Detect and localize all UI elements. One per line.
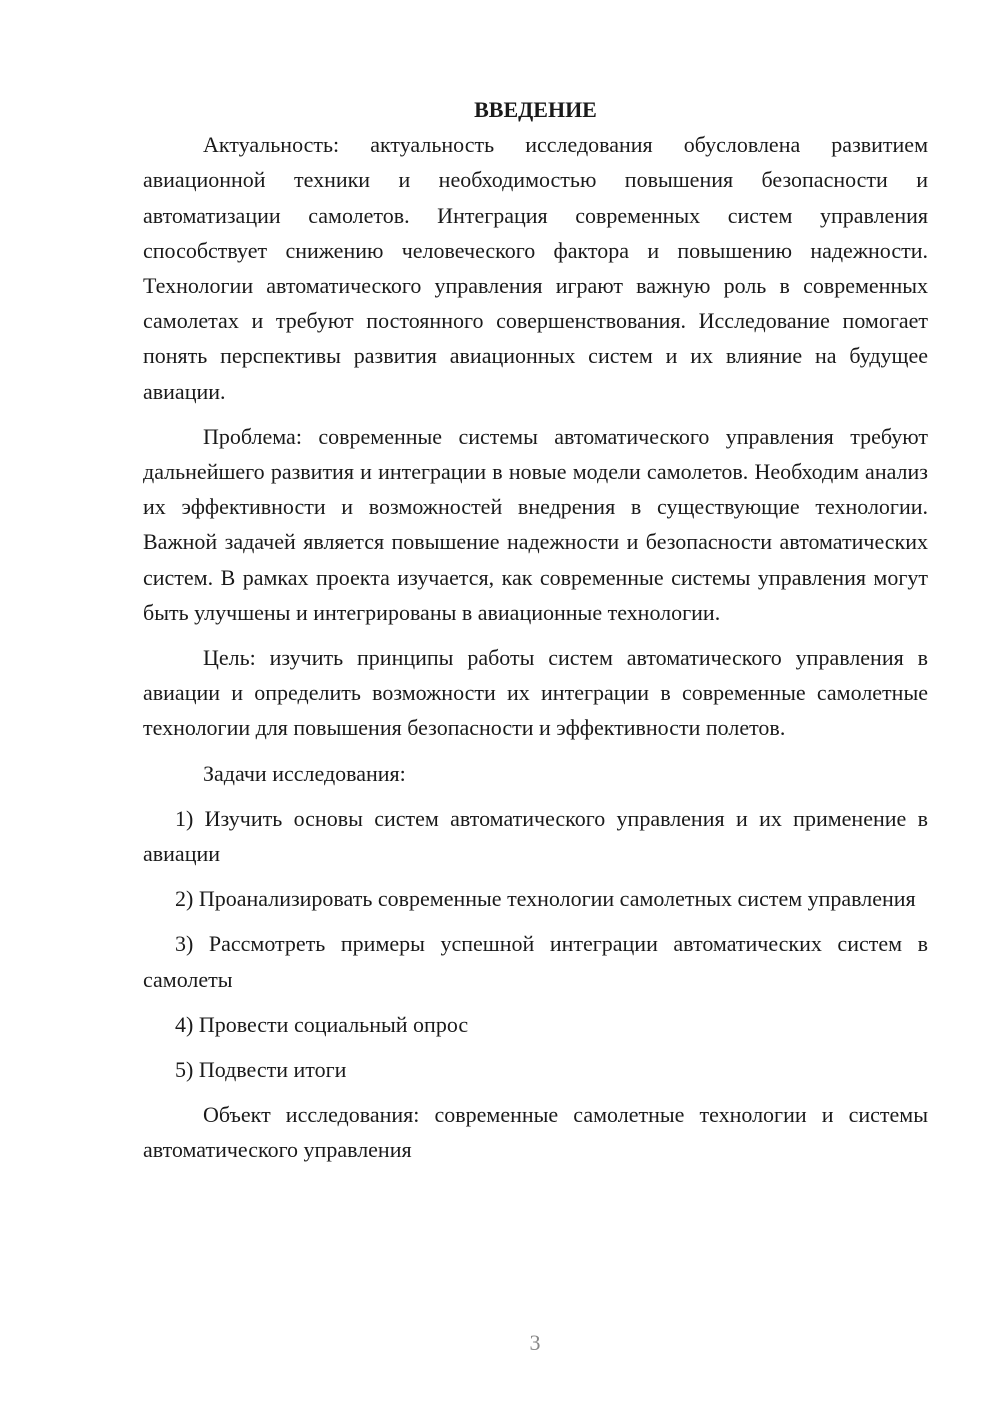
problem-paragraph: Проблема: современные системы автоматического управления требуют дальнейшего развития и интеграции в новые модели самолетов. Необходим анализ их эффективности и возможностей внедрения в существующие технологии. Важной задачей является повышение надежности и безопасности автоматических систем. В рамках проекта изучается, как современные системы управления могут быть улучшены и интегрированы в авиационные технологии. [143, 423, 928, 625]
list-item: 1) Изучить основы систем автоматического управления и их применение в авиации [143, 805, 928, 867]
object-paragraph: Объект исследования: современные самолетные технологии и системы автоматического управления [143, 1102, 928, 1163]
section-heading: ВВЕДЕНИЕ [474, 97, 597, 122]
list-item: 2) Проанализировать современные технологии самолетных систем управления [175, 886, 916, 912]
tasks-list [143, 801, 928, 1087]
goal-paragraph: Цель: изучить принципы работы систем автоматического управления в авиации и определить возможности их интеграции в современные самолетные технологии для повышения безопасности и эффективности полетов. [143, 645, 928, 741]
page-number: 3 [529, 1330, 541, 1355]
list-item: 5) Подвести итоги [175, 1057, 347, 1083]
list-item: 3) Рассмотреть примеры успешной интеграции автоматических систем в самолеты [143, 931, 928, 992]
relevance-paragraph: Актуальность: актуальность исследования обусловлена развитием авиационной техники и необходимостью повышения безопасности и автоматизации самолетов. Интеграция современных систем управления способствует снижению человеческого фактора и повышению надежности. Технологии автоматического управления играют важную роль в современных самолетах и требуют постоянного совершенствования. Исследование помогает понять перспективы развития авиационных систем и их влияние на будущее авиации. [143, 132, 928, 404]
page-content [143, 92, 928, 1168]
list-item: 4) Провести социальный опрос [175, 1011, 469, 1037]
tasks-label: Задачи исследования: [203, 760, 406, 786]
